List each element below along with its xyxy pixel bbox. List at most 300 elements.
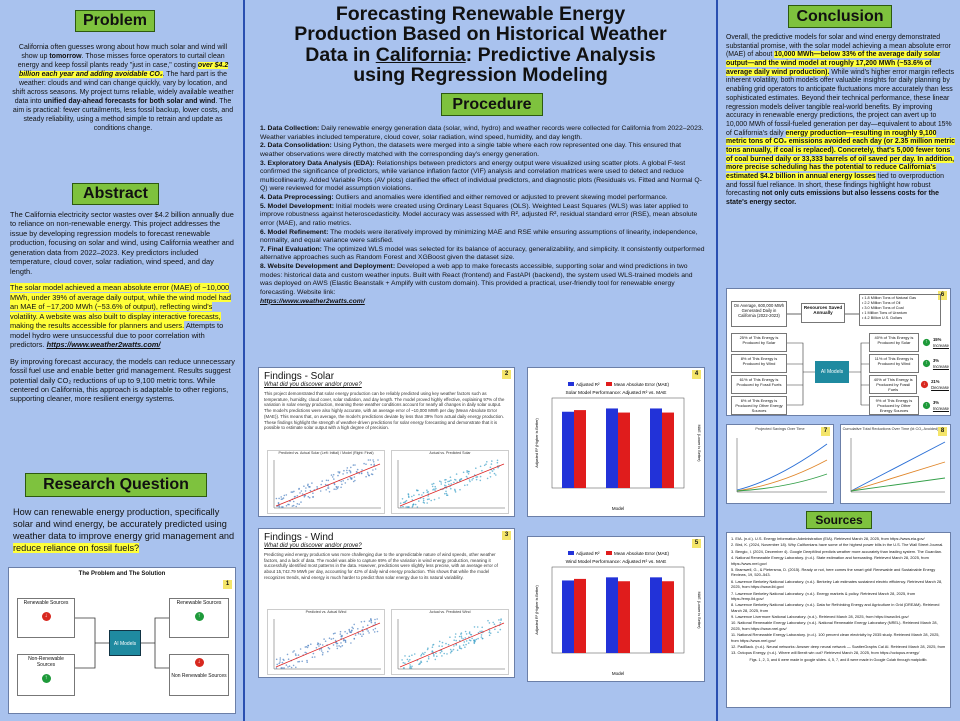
y-axis-label-left: Adjusted R² (Higher is Better) bbox=[535, 418, 539, 468]
scatter-point bbox=[475, 467, 477, 469]
scatter-point bbox=[448, 483, 450, 485]
scatter-point bbox=[433, 482, 435, 484]
scatter-point bbox=[307, 646, 309, 648]
bar-mae bbox=[574, 579, 586, 653]
figure-number: 4 bbox=[692, 370, 701, 379]
scatter-point bbox=[310, 643, 312, 645]
scatter-point bbox=[357, 468, 359, 470]
scatter-point bbox=[435, 658, 437, 660]
scatter-point bbox=[276, 497, 278, 499]
sources-panel bbox=[726, 532, 951, 708]
conclusion-heading: Conclusion bbox=[788, 5, 892, 28]
scatter-point bbox=[426, 489, 428, 491]
scatter-point bbox=[453, 481, 455, 483]
problem-heading: Problem bbox=[75, 10, 155, 32]
scatter-point bbox=[441, 483, 443, 485]
scatter-point bbox=[489, 631, 491, 633]
scatter-point bbox=[301, 660, 303, 662]
title-line-3: Data in California: Predictive Analysis bbox=[305, 43, 656, 66]
wind-scatter-2 bbox=[391, 609, 509, 675]
wind-scatter-2-title: Actual vs. Predicted Wind bbox=[429, 610, 471, 614]
scatter-point bbox=[286, 505, 288, 507]
scatter-point bbox=[457, 649, 459, 651]
scatter-point bbox=[403, 667, 405, 669]
left-energy-item: 25% of This Energy is Produced by Solar bbox=[731, 333, 787, 352]
scatter-point bbox=[342, 480, 344, 482]
scatter-point bbox=[303, 485, 305, 487]
scatter-point bbox=[333, 633, 335, 635]
source-item: 13. Octopus Energy. (n.d.). Where will Brexit win out? Retrieved March 28, 2025, from https://octopus.energy/ bbox=[731, 650, 920, 656]
scatter-point bbox=[479, 630, 481, 632]
scatter-point bbox=[368, 459, 370, 461]
source-item: 3. Bengio, I. (2024, December 4). Google DeepMind predicts weather more accurately than leading system. The Guardian. bbox=[731, 548, 942, 554]
scatter-point bbox=[470, 633, 472, 635]
scatter-point bbox=[329, 637, 331, 639]
bar-mae bbox=[618, 413, 630, 488]
scatter-point bbox=[464, 484, 466, 486]
scatter-point bbox=[466, 471, 468, 473]
procedure-step-text: Outliers and anomalies were identified and either removed or adjusted to prevent skewing model performance. bbox=[333, 194, 668, 201]
scatter-point bbox=[320, 483, 322, 485]
fit-line bbox=[400, 623, 504, 667]
problem-text bbox=[12, 44, 234, 134]
abstract-para2 bbox=[10, 283, 236, 349]
scatter-point bbox=[367, 471, 369, 473]
source-item: 2. Bird, K. (2024, November 18). Why Californians have some of the highest power bills in the U.S. The Wall Street Journal. bbox=[731, 542, 944, 548]
scatter-point bbox=[292, 505, 294, 507]
scatter-point bbox=[405, 506, 407, 508]
scatter-point bbox=[459, 645, 461, 647]
scatter-point bbox=[497, 459, 499, 461]
scatter-point bbox=[408, 496, 410, 498]
scatter-point bbox=[300, 648, 302, 650]
scatter-point bbox=[418, 500, 420, 502]
scatter-point bbox=[364, 620, 366, 622]
figure-number: 7 bbox=[821, 427, 830, 436]
figure-number: 3 bbox=[502, 531, 511, 540]
scatter-point bbox=[413, 503, 415, 505]
scatter-point bbox=[282, 658, 284, 660]
scatter-point bbox=[337, 487, 339, 489]
conc-h2: energy production—resulting in roughly 9,100 metric tons of CO₂ emissions avoided each day (or 2.35 million metric tons annually, if coal is replaced). Concretely, that's 5,000 fewer tons of coal burned daily or 33,333 barrels of oil saved per day. In addition, more precise scheduling has the potential to reduce California's estimated $4.2 billion in annual energy losses bbox=[726, 129, 955, 180]
solar-model-performance-chart bbox=[527, 367, 705, 517]
scatter-point bbox=[345, 482, 347, 484]
scatter-point bbox=[432, 646, 434, 648]
scatter-point bbox=[339, 471, 341, 473]
scatter-point bbox=[424, 651, 426, 653]
scatter-point bbox=[329, 491, 331, 493]
scatter-point bbox=[284, 494, 286, 496]
scatter-point bbox=[349, 469, 351, 471]
scatter-point bbox=[497, 466, 499, 468]
conc-h1: 10,000 MWh—below 33% of the average daily solar output—and the wind model at roughly 17,200 MWh (~53.6% of average daily wind production). bbox=[726, 51, 941, 76]
scatter-point bbox=[412, 506, 414, 508]
scatter-point bbox=[278, 506, 280, 508]
legend-label-b: Mean Absolute Error (MAE) bbox=[614, 551, 670, 556]
scatter-point bbox=[404, 662, 406, 664]
procedure-step bbox=[260, 142, 706, 159]
cumulative-reductions-plot bbox=[841, 432, 950, 500]
scatter-point bbox=[447, 494, 449, 496]
plot-axes bbox=[398, 619, 505, 669]
website-link[interactable]: https://www.weather2watts.com/ bbox=[260, 297, 365, 305]
scatter-point bbox=[346, 472, 348, 474]
scatter-point bbox=[371, 621, 373, 623]
scatter-point bbox=[331, 474, 333, 476]
scatter-point bbox=[373, 461, 375, 463]
scatter-point bbox=[295, 505, 297, 507]
scatter-point bbox=[435, 652, 437, 654]
scatter-point bbox=[322, 644, 324, 646]
scatter-point bbox=[334, 632, 336, 634]
scatter-point bbox=[423, 497, 425, 499]
conc-b: not only cuts emissions but also lessens costs for the state's energy sector. bbox=[726, 190, 939, 207]
x-axis-label: Model bbox=[611, 506, 625, 511]
findings-wind-panel bbox=[258, 528, 515, 678]
scatter-point bbox=[460, 478, 462, 480]
scatter-point bbox=[500, 628, 502, 630]
figure-number: 6 bbox=[938, 291, 947, 300]
scatter-point bbox=[436, 655, 438, 657]
procedure-step-label: 1. Data Collection: bbox=[260, 125, 320, 132]
scatter-point bbox=[363, 462, 365, 464]
fit-line bbox=[400, 464, 504, 506]
scatter-point bbox=[326, 479, 328, 481]
scatter-point bbox=[463, 471, 465, 473]
scatter-point bbox=[327, 650, 329, 652]
change-label: 3% Increase bbox=[932, 358, 949, 369]
conc-p1: Overall, the predictive models for solar and wind energy demonstrated substantial promise, with the solar model achieving a mean absolute error (MAE) of about bbox=[726, 34, 951, 59]
wind-bar-plot bbox=[528, 537, 704, 681]
scatter-point bbox=[328, 479, 330, 481]
scatter-point bbox=[431, 483, 433, 485]
bar-mae bbox=[662, 581, 674, 653]
scatter-point bbox=[418, 663, 420, 665]
fit-line bbox=[276, 464, 380, 506]
right-energy-list bbox=[869, 333, 949, 417]
procedure-step-text: Developed a web app to make forecasts accessible, supporting solar and wind predictions in two modes: historical data and custom weather inputs. Built with React (frontend) and FastAPI (backend), the system used WLS-trained models and was deployed on AWS (Elastic Beanstalk + Amplify with custom domain). This provided a practical, user-friendly tool for renewable energy forecasting. Website link: bbox=[260, 263, 693, 296]
scatter-point bbox=[427, 495, 429, 497]
scatter-point bbox=[497, 462, 499, 464]
scatter-point bbox=[419, 662, 421, 664]
figure-problem-solution bbox=[8, 567, 236, 714]
scatter-point bbox=[344, 631, 346, 633]
scatter-point bbox=[411, 495, 413, 497]
problem-p3: . Those misses force operators to curtail clean energy and keep fossil plants ready "just in case," costing bbox=[17, 52, 225, 69]
scatter-point bbox=[490, 466, 492, 468]
scatter-point bbox=[408, 660, 410, 662]
scatter-point bbox=[466, 633, 468, 635]
scatter-point bbox=[361, 472, 363, 474]
scatter-point bbox=[310, 490, 312, 492]
scatter-point bbox=[439, 480, 441, 482]
scatter-point bbox=[414, 653, 416, 655]
scatter-point bbox=[332, 476, 334, 478]
scatter-point bbox=[336, 486, 338, 488]
scatter-point bbox=[450, 488, 452, 490]
problem-p2: tomorrow bbox=[49, 52, 82, 60]
source-item: 1. EIA. (n.d.). U.S. Energy Information Administration (EIA). Retrieved March 28, 2025, from https://www.eia.gov/ bbox=[731, 536, 925, 541]
scatter-point bbox=[410, 667, 412, 669]
scatter-point bbox=[463, 644, 465, 646]
figure-title: The Problem and The Solution bbox=[78, 571, 166, 577]
scatter-point bbox=[441, 655, 443, 657]
procedure-step bbox=[260, 229, 706, 246]
scatter-point bbox=[294, 496, 296, 498]
scatter-point bbox=[466, 640, 468, 642]
scatter-point bbox=[340, 642, 342, 644]
scatter-point bbox=[327, 487, 329, 489]
scatter-point bbox=[410, 665, 412, 667]
scatter-point bbox=[441, 645, 443, 647]
scatter-point bbox=[361, 635, 363, 637]
scatter-point bbox=[311, 482, 313, 484]
scatter-point bbox=[325, 483, 327, 485]
arrow-up-icon: ↑ bbox=[195, 612, 204, 621]
scatter-point bbox=[434, 498, 436, 500]
scatter-point bbox=[455, 639, 457, 641]
scatter-point bbox=[426, 502, 428, 504]
scatter-point bbox=[295, 666, 297, 668]
solar-scatter-2 bbox=[391, 450, 509, 514]
scatter-point bbox=[350, 642, 352, 644]
research-question-heading: Research Question bbox=[25, 473, 207, 497]
procedure-step bbox=[260, 160, 706, 195]
arrow-down-icon: ↓ bbox=[921, 381, 928, 388]
scatter-point bbox=[354, 479, 356, 481]
scatter-point bbox=[407, 658, 409, 660]
scatter-point bbox=[423, 492, 425, 494]
solar-scatter-1-title: Predicted vs. Actual Solar (Left: Initial) / Model (Right: Final) bbox=[278, 451, 374, 455]
scatter-point bbox=[343, 639, 345, 641]
scatter-point bbox=[439, 640, 441, 642]
projected-savings-title: Projected Savings Over Time bbox=[755, 427, 805, 431]
findings-solar-title: Findings - Solar bbox=[264, 371, 335, 382]
scatter-point bbox=[466, 475, 468, 477]
scatter-point bbox=[347, 478, 349, 480]
scatter-point bbox=[489, 630, 491, 632]
scatter-point bbox=[409, 655, 411, 657]
scatter-point bbox=[446, 653, 448, 655]
scatter-point bbox=[338, 645, 340, 647]
scatter-point bbox=[453, 645, 455, 647]
source-item: 8. Lawrence Berkeley National Laboratory. (n.d.). Data for Rethinking Energy and Agriculture in Grid (DREAM). Retrieved March 28, 2025, from bbox=[731, 602, 940, 613]
y-axis-label-right: MAE (Lower is Better) bbox=[697, 591, 701, 629]
scatter-point bbox=[459, 647, 461, 649]
scatter-point bbox=[455, 636, 457, 638]
scatter-point bbox=[450, 648, 452, 650]
scatter-point bbox=[305, 646, 307, 648]
scatter-point bbox=[459, 489, 461, 491]
conc-p2: While wind's higher error margin reflects inherent volatility, both models offer valuable insights for daily planning by enabling grid operators to anticipate fluctuations more accurately than less sophisticated estimates. Beyond their technical performance, these linear regression models deliver tangible real-world benefits. By improving accuracy in renewable energy predictions, the project can avert up to 10,000 MWh of fossil-fueled generation per day—equivalent to about 15% of California's daily bbox=[726, 68, 955, 137]
scatter-point bbox=[298, 503, 300, 505]
scatter-point bbox=[361, 621, 363, 623]
scatter-point bbox=[448, 644, 450, 646]
scatter-point bbox=[346, 469, 348, 471]
scatter-point bbox=[283, 667, 285, 669]
scatter-point bbox=[402, 505, 404, 507]
arrow-up-icon: ↑ bbox=[923, 402, 930, 409]
scatter-point bbox=[307, 484, 309, 486]
y-axis-label-left: Adjusted R² (Higher is Better) bbox=[535, 585, 539, 635]
scatter-point bbox=[494, 628, 496, 630]
scatter-point bbox=[319, 649, 321, 651]
scatter-point bbox=[461, 637, 463, 639]
scatter-point bbox=[352, 627, 354, 629]
scatter-point bbox=[305, 487, 307, 489]
source-item: 4. National Renewable Energy Laboratory. (n.d.). State estimation and forecasting. Retrieved March 28, 2025, from https://www.nrel.gov/ bbox=[731, 555, 929, 566]
solar-scatter-1 bbox=[267, 450, 385, 514]
projected-savings-plot bbox=[727, 432, 833, 500]
wind-scatter-1-title: Predicted vs. Actual Wind bbox=[305, 610, 347, 614]
scatter-point bbox=[451, 650, 453, 652]
scatter-point bbox=[335, 488, 337, 490]
abstract-p3: Attempts to model hydro were unsuccessful due to poor correlation with predictors. bbox=[10, 321, 224, 350]
findings-wind-subtitle: What did you discover and/or prove? bbox=[264, 543, 362, 549]
scatter-point bbox=[489, 634, 491, 636]
scatter-point bbox=[312, 492, 314, 494]
scatter-point bbox=[404, 655, 406, 657]
scatter-point bbox=[480, 479, 482, 481]
scatter-point bbox=[490, 632, 492, 634]
chart-title: Solar Model Performance: Adjusted R² vs. MAE bbox=[565, 391, 667, 396]
abstract-text bbox=[10, 210, 236, 404]
scatter-point bbox=[328, 647, 330, 649]
scatter-point bbox=[362, 626, 364, 628]
left-energy-item: 6% of This Energy is Produced by Other Energy Sources bbox=[731, 396, 787, 415]
scatter-point bbox=[353, 623, 355, 625]
scatter-point bbox=[449, 480, 451, 482]
procedure-step-label: 2. Data Consolidation: bbox=[260, 142, 332, 150]
procedure-step-text: The optimized WLS model was selected for its balance of accuracy, generalizability, and simplicity. It consistently outperformed alternative approaches such as Random Forest and XGBoost given the dataset size. bbox=[260, 245, 705, 262]
procedure-steps bbox=[260, 125, 706, 306]
scatter-point bbox=[433, 643, 435, 645]
scatter-point bbox=[453, 648, 455, 650]
scatter-point bbox=[476, 638, 478, 640]
title-line-2: Production Based on Historical Weather bbox=[294, 23, 667, 46]
legend-label-b: Mean Absolute Error (MAE) bbox=[614, 382, 670, 387]
scatter-point bbox=[440, 652, 442, 654]
arrow-down-icon: ↓ bbox=[42, 612, 51, 621]
scatter-point bbox=[336, 645, 338, 647]
scatter-point bbox=[438, 497, 440, 499]
scatter-point bbox=[278, 502, 280, 504]
wind-scatter-1 bbox=[267, 609, 385, 675]
scatter-point bbox=[320, 490, 322, 492]
scatter-point bbox=[427, 491, 429, 493]
scatter-point bbox=[455, 491, 457, 493]
y-axis-label-right: MAE (Lower is Better) bbox=[697, 424, 701, 462]
scatter-point bbox=[418, 493, 420, 495]
scatter-point bbox=[295, 653, 297, 655]
procedure-step bbox=[260, 203, 706, 229]
scatter-point bbox=[331, 638, 333, 640]
bar-mae bbox=[618, 581, 630, 653]
scatter-point bbox=[487, 477, 489, 479]
scatter-point bbox=[369, 620, 371, 622]
scatter-point bbox=[400, 506, 402, 508]
scatter-point bbox=[373, 629, 375, 631]
scatter-point bbox=[362, 630, 364, 632]
scatter-point bbox=[443, 652, 445, 654]
fit-line bbox=[276, 623, 380, 667]
scatter-point bbox=[280, 657, 282, 659]
research-question-text bbox=[13, 507, 235, 555]
title-line-4: using Regression Modeling bbox=[353, 63, 608, 86]
left-energy-item: 61% of This Energy is Produced by Fossil Fuels bbox=[731, 375, 787, 394]
renewable-sources-label: Renewable Sources bbox=[23, 600, 69, 606]
scatter-point bbox=[370, 459, 372, 461]
nonrenewable-out-box bbox=[169, 654, 229, 696]
findings-wind-title: Findings - Wind bbox=[264, 532, 334, 543]
scatter-point bbox=[491, 463, 493, 465]
procedure-step-text: Initial models were created using Ordinary Least Squares (OLS). Weighted Least Squares (WLS) was later applied to improve robustness against heteroscedasticity. Model accuracy was assessed with R², adjusted R², residual standard error (RSE), mean absolute error (MAE), and ratio metrics. bbox=[260, 202, 698, 227]
procedure-step-text: Using Python, the datasets were merged into a single table where each row represented one day. This ensured that weather observations were directly matched with the corresponding day's energy generation. bbox=[260, 142, 681, 158]
scatter-point bbox=[297, 661, 299, 663]
bar-mae bbox=[574, 410, 586, 488]
scatter-point bbox=[276, 667, 278, 669]
solar-scatter-2-plot bbox=[392, 456, 508, 512]
scatter-point bbox=[305, 490, 307, 492]
scatter-point bbox=[374, 618, 376, 620]
scatter-point bbox=[441, 650, 443, 652]
scatter-point bbox=[343, 470, 345, 472]
scatter-point bbox=[363, 633, 365, 635]
sources-note: Figs. 1, 2, 3, and 6 were made in google slides. 4, 5, 7, and 8 were made in Google Colab through matplotlib. bbox=[749, 657, 928, 662]
scatter-point bbox=[313, 652, 315, 654]
scatter-point bbox=[403, 501, 405, 503]
scatter-point bbox=[411, 665, 413, 667]
procedure-step-text: The models were iteratively improved by minimizing MAE and RSE while ensuring assumptions of linearity, independence, normality, and equal variance were satisfied. bbox=[260, 228, 698, 245]
scatter-point bbox=[333, 637, 335, 639]
scatter-point bbox=[428, 656, 430, 658]
scatter-point bbox=[367, 473, 369, 475]
source-item: 7. Lawrence Berkeley National Laboratory. (n.d.). Energy markets & policy. Retrieved March 28, 2025, from https://emp.lbl.gov/ bbox=[731, 590, 916, 601]
scatter-point bbox=[377, 459, 379, 461]
change-label: 21% Decrease bbox=[931, 379, 949, 390]
right-energy-item: 11% of This Energy is Produced by Wind bbox=[869, 354, 919, 373]
renewable-out-box bbox=[169, 598, 229, 638]
figure-number: 5 bbox=[692, 539, 701, 548]
arrow-up-icon: ↑ bbox=[42, 674, 51, 683]
scatter-point bbox=[461, 647, 463, 649]
abstract-link[interactable]: https://www.weather2watts.com/ bbox=[46, 340, 161, 350]
scatter-point bbox=[279, 661, 281, 663]
rq-p1: How can renewable energy production, specifically solar and wind energy, be accurately predicted using weather data to improve energy grid management and bbox=[13, 507, 235, 541]
scatter-point bbox=[476, 478, 478, 480]
abstract-heading: Abstract bbox=[72, 183, 159, 205]
scatter-point bbox=[464, 646, 466, 648]
scatter-point bbox=[433, 488, 435, 490]
scatter-point bbox=[309, 486, 311, 488]
legend-swatch-b bbox=[606, 382, 612, 386]
scatter-point bbox=[318, 643, 320, 645]
energy-flow-figure bbox=[726, 288, 951, 416]
scatter-point bbox=[444, 484, 446, 486]
scatter-point bbox=[305, 494, 307, 496]
procedure-step-label: 8. Website Development and Deployment: bbox=[260, 263, 396, 270]
source-item: 11. National Renewable Energy Laboratory. (n.d.). 100 percent clean electricity by 2035 study. Retrieved March 28, 2025, from https://www.nrel.gov/ bbox=[731, 632, 940, 643]
scatter-point bbox=[350, 466, 352, 468]
scatter-point bbox=[333, 644, 335, 646]
scatter-point bbox=[372, 469, 374, 471]
procedure-step bbox=[260, 263, 706, 306]
poster-title bbox=[245, 4, 716, 85]
scatter-point bbox=[417, 506, 419, 508]
scatter-point bbox=[321, 650, 323, 652]
nonrenewable-out-label: Non Renewable Sources bbox=[171, 673, 227, 679]
scatter-point bbox=[413, 494, 415, 496]
